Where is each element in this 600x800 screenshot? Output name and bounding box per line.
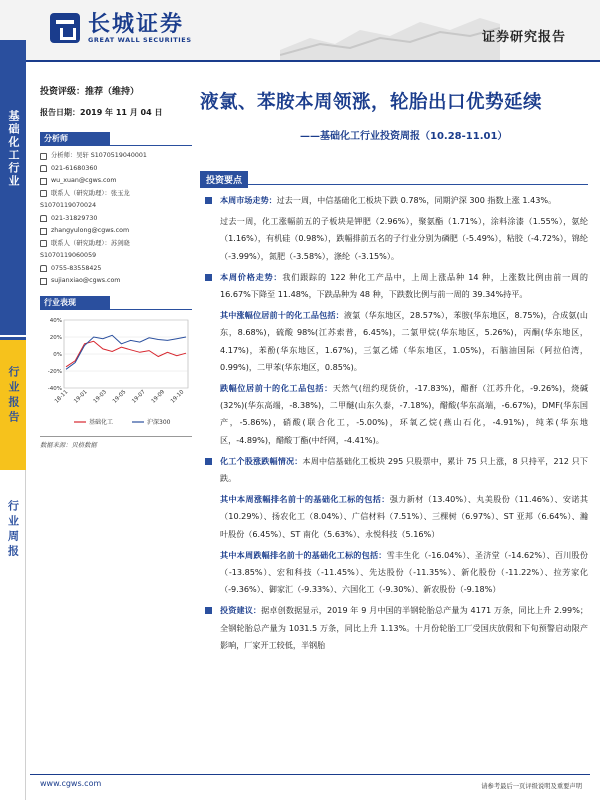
- top-gainers-products-label: 其中涨幅位居前十的化工品包括：: [220, 310, 344, 321]
- y-tick-label: 0%: [53, 351, 62, 358]
- analyst-line-text: S1070119070024: [40, 202, 97, 209]
- top-losers-products-text: 天然气(纽约现货价，-17.83%)，醋酐（江苏升化，-9.26%)，烧碱(32%)(华东高端，-8.38%)，二甲醚(山东久泰，-7.18%)，醋酸(华东高端，-6.67%)，DMF(华东国产，-5.86%)，硝酸(联合化工，-5.00%)，环氧乙烷(燕山石化，-4.91%)，纯苯(华东地区，-4.89%)，醋酸丁酯(中纤网，-4.41%)。: [220, 383, 588, 445]
- price-trend-paragraph: [200, 269, 588, 303]
- bullet-icon: [205, 607, 212, 614]
- analyst-line-text: 0755-83558425: [51, 264, 102, 272]
- price-trend-text: 我们跟踪的 122 种化工产品中，上周上涨品种 14 种，上涨数比例由前一周的 16.67%下降至 11.48%，下跌品种为 48 种，下跌数比例与前一周的 39.34%持平。: [220, 271, 588, 300]
- person-icon: [40, 240, 47, 247]
- key-points-label: 投资要点: [200, 171, 248, 188]
- top-losers-products-paragraph: [200, 380, 588, 449]
- key-points-content: [200, 192, 588, 658]
- analyst-line: [40, 250, 192, 263]
- x-tick-label: 19-05: [111, 388, 128, 405]
- report-subtitle: ——基础化工行业投资周报（10.28-11.01）: [300, 131, 508, 142]
- strip-section-1-text: 行业报告: [7, 366, 20, 426]
- market-trend-text: 过去一周，中信基础化工板块下跌 0.78%，同期沪深 300 指数上涨 1.43%。: [276, 195, 557, 205]
- x-tick-label: 19-03: [92, 388, 109, 405]
- analyst-line-text: sujianxiao@cgws.com: [51, 277, 121, 284]
- chart-section-rule: [40, 309, 192, 310]
- analyst-line[interactable]: [40, 275, 192, 288]
- analyst-line-text: wu_xuan@cgws.com: [51, 177, 117, 184]
- investment-advice-paragraph: [200, 602, 588, 654]
- stock-moves-label: 化工个股涨跌幅情况：: [220, 455, 303, 466]
- analyst-line-text: zhangyulong@cgws.com: [51, 227, 130, 234]
- analyst-line-text: 021-31829730: [51, 214, 98, 222]
- top-gainers-stocks-label: 其中本周涨幅排名前十的基础化工标的包括：: [220, 494, 390, 505]
- x-tick-label: 19-10: [169, 388, 186, 405]
- footer-disclaimer: 请参考最后一页评级说明及重要声明: [481, 783, 582, 790]
- analyst-line-text: 分析师：吴轩 S1070519040001: [51, 152, 147, 159]
- strip-industry-text: 基础化工行业: [7, 110, 20, 188]
- analyst-line: [40, 163, 192, 176]
- subsector-paragraph: [200, 213, 588, 265]
- analyst-section-title: 分析师: [40, 132, 110, 145]
- page-footer: [30, 774, 590, 800]
- logo-text-cn: 长城证券: [88, 11, 185, 37]
- analyst-line[interactable]: [40, 225, 192, 238]
- top-gainers-stocks-paragraph: [200, 491, 588, 543]
- phone-icon: [40, 165, 47, 172]
- strip-section-2-text: 行业周报: [6, 500, 20, 560]
- company-logo: [50, 12, 192, 44]
- analyst-line: [40, 200, 192, 213]
- great-wall-illustration: [280, 0, 500, 62]
- key-points-header: [200, 168, 588, 185]
- analyst-line: [40, 213, 192, 226]
- legend-label: 基础化工: [89, 418, 114, 426]
- strip-divider: [0, 335, 26, 337]
- investment-rating: 投资评级：推荐（维持）: [40, 87, 140, 97]
- analyst-line-text: S1070119060059: [40, 252, 97, 259]
- mail-icon: [40, 178, 47, 185]
- phone-icon: [40, 215, 47, 222]
- top-gainers-products-text: 液氯（华东地区，28.57%），苯胺(华东地区，8.75%)，合成氨(山东，8.68%)，硫酸 98%(江苏索普，6.45%)，二氯甲烷(华东地区，5.26%)，丙酮(华东地区，4.17%)，苯酚(华东地区，1.67%)，三氯乙烯（华东地区，1.05%)，石脑油国际（阿拉伯湾，0.99%)，二甲苯(华东地区，0.85%)。: [220, 310, 588, 372]
- analyst-line[interactable]: [40, 175, 192, 188]
- analyst-line-text: 联系人（研究助理）：苏剑晓: [51, 239, 130, 247]
- side-strip: [0, 40, 26, 800]
- legend-label: 沪深300: [147, 418, 171, 426]
- x-tick-label: 19-09: [150, 388, 167, 405]
- analyst-line-text: 021-61680360: [51, 164, 98, 172]
- report-date: 报告日期：2019 年 11 月 04 日: [40, 108, 163, 117]
- bullet-icon: [205, 274, 212, 281]
- investment-advice-text: 据卓创数据显示，2019 年 9 月中国的半钢轮胎总产量为 4171 万条，同比上升 2.99%；全钢轮胎总产量为 1031.5 万条，同比上升 1.13%。十月份轮胎工厂受国庆放假和下旬预警启动限产影响，厂家开工较低，半钢胎: [220, 605, 588, 650]
- mail-icon: [40, 228, 47, 235]
- analyst-line: [40, 188, 192, 201]
- market-trend-paragraph: [200, 192, 588, 209]
- strip-section-1: [0, 340, 26, 470]
- top-losers-stocks-paragraph: [200, 547, 588, 599]
- x-tick-label: 18-11: [53, 388, 70, 405]
- strip-industry: [0, 110, 26, 192]
- top-gainers-stocks-text: 强力新材（13.40%）、丸美股份（11.46%）、安诺其（10.29%）、扬农化工（8.04%）、广信材料（7.51%）、三棵树（6.97%）、ST 亚邦（6.64%）、瀚叶股份（6.45%）、ST 南化（5.63%）、永悦科技（5.16%）: [220, 494, 588, 539]
- analyst-line-text: 联系人（研究助理）：张玉龙: [51, 189, 130, 197]
- top-losers-products-label: 跌幅位居前十的化工品包括：: [220, 383, 333, 394]
- bullet-icon: [205, 197, 212, 204]
- bullet-icon: [205, 458, 212, 465]
- industry-performance: [40, 296, 192, 449]
- page-header: [0, 0, 600, 62]
- investment-advice-label: 投资建议：: [220, 605, 262, 616]
- person-icon: [40, 190, 47, 197]
- market-trend-label: 本周市场走势：: [220, 195, 277, 205]
- y-tick-label: 40%: [49, 317, 62, 324]
- data-source: 数据来源：贝格数据: [40, 436, 192, 449]
- performance-chart: [40, 314, 192, 432]
- analyst-section-rule: [40, 145, 192, 146]
- analyst-list: [40, 150, 192, 288]
- analyst-line: [40, 150, 192, 163]
- top-losers-stocks-label: 其中本周跌幅排名前十的基础化工标的包括：: [220, 549, 387, 560]
- logo-text-en: GREAT WALL SECURITIES: [88, 36, 192, 44]
- stock-moves-paragraph: [200, 453, 588, 487]
- left-column: [40, 84, 192, 449]
- analyst-line: [40, 238, 192, 251]
- stock-moves-text: 本周中信基础化工板块 295 只股票中，累计 75 只上涨，8 只持平，212 只下跌。: [220, 455, 588, 484]
- report-title: 液氯、苯胺本周领涨，轮胎出口优势延续: [200, 92, 543, 113]
- chart-section-title: 行业表现: [40, 296, 110, 309]
- analyst-line: [40, 263, 192, 276]
- y-tick-label: 20%: [49, 334, 62, 341]
- logo-icon: [50, 13, 80, 43]
- person-icon: [40, 153, 47, 160]
- price-trend-label: 本周价格走势：: [220, 271, 283, 282]
- x-tick-label: 19-01: [73, 388, 89, 405]
- report-type: 证券研究报告: [481, 30, 566, 45]
- y-tick-label: -20%: [47, 368, 62, 375]
- top-losers-stocks-text: 雪丰生化（-16.04%）、圣济堂（-14.62%）、百川股份（-13.85%）、宏和科技（-11.45%）、先达股份（-11.35%）、新化股份（-11.22%）、拉芳家化（-9.36%）、御家汇（-9.33%）、六国化工（-9.30%）、新农股份（-9.18%）: [220, 549, 588, 595]
- footer-url[interactable]: www.cgws.com: [40, 779, 102, 788]
- x-tick-label: 19-07: [131, 388, 147, 405]
- phone-icon: [40, 265, 47, 272]
- top-gainers-products-paragraph: [200, 307, 588, 376]
- y-tick-label: -40%: [47, 385, 62, 392]
- mail-icon: [40, 278, 47, 285]
- strip-section-2: [0, 470, 26, 800]
- subsector-text: 过去一周，化工涨幅前五的子板块是钾肥（2.96%），聚氨酯（1.71%），涂料涂漆（1.55%），氨纶（1.16%），有机硅（0.98%），跌幅排前五名的子行业分别为磷肥（-5.49%），粘胶（-4.72%），锦纶（-3.99%），氮肥（-3.58%），涤纶（-3.15%）。: [220, 216, 588, 261]
